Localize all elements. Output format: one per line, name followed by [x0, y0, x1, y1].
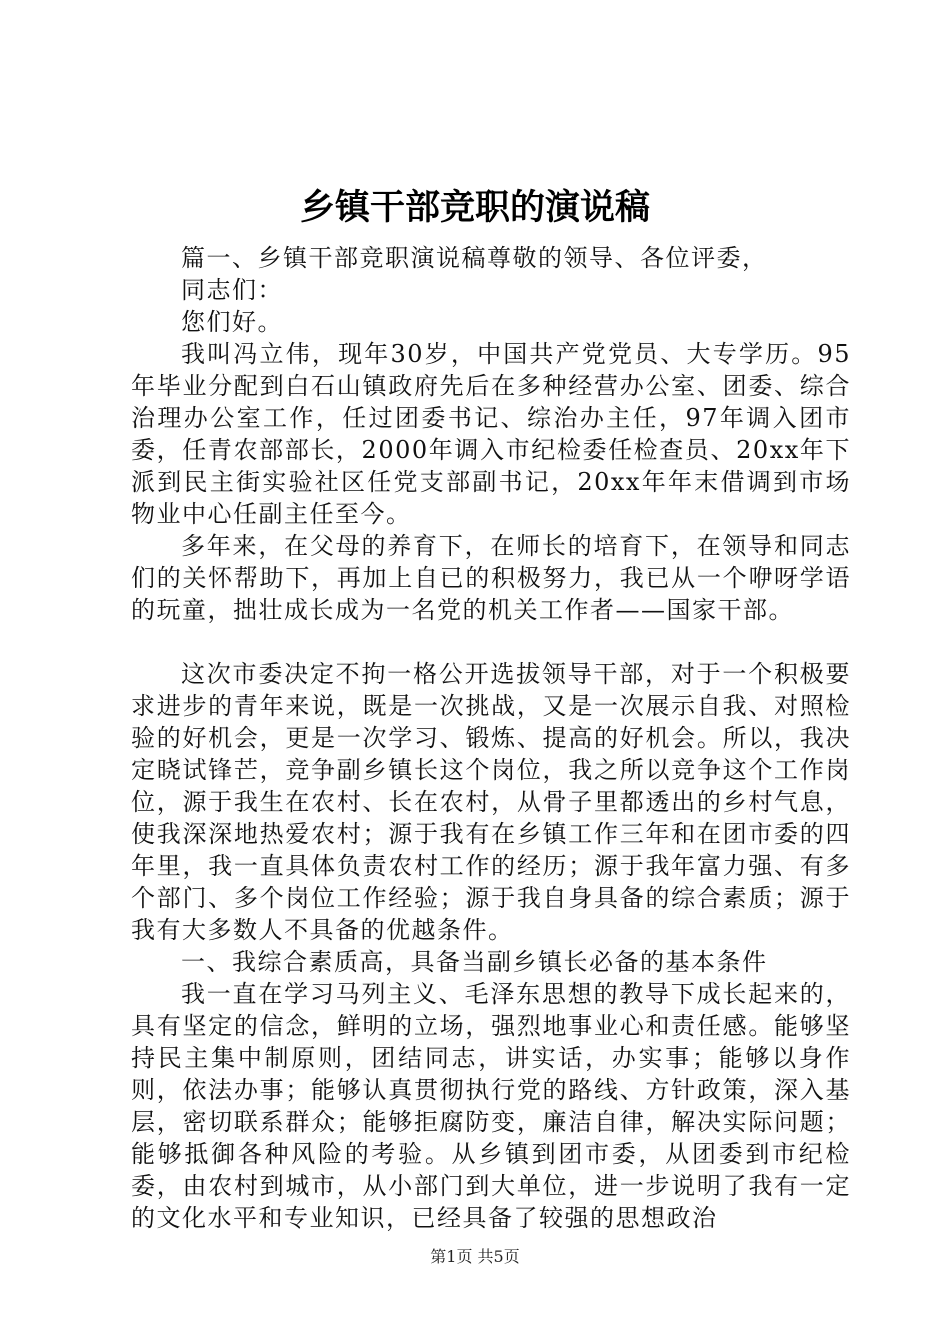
document-body	[131, 210, 851, 1234]
paragraph-greeting: 篇一、乡镇干部竞职演说稿尊敬的领导、各位评委，	[181, 244, 768, 272]
paragraph-salutation: 同志们：	[181, 276, 283, 304]
page-number: 第1页 共5页	[430, 1247, 520, 1266]
paragraph-intro: 我叫冯立伟，现年30岁，中国共产党党员、大专学历。95年毕业分配到白石山镇政府先后在多种经营办公室、团委、综合治理办公室工作，任过团委书记、综治办主任，97年调入团市委，任青农部部长，2000年调入市纪检委任检查员、20xx年下派到民主街实验社区任党支部副书记，20xx年年末借调到市场物业中心任副主任至今。	[131, 340, 851, 528]
paragraph-qualities: 我一直在学习马列主义、毛泽东思想的教导下成长起来的，具有坚定的信念，鲜明的立场，强烈地事业心和责任感。能够坚持民主集中制原则，团结同志，讲实话，办实事；能够以身作则，依法办事；能够认真贯彻执行党的路线、方针政策，深入基层，密切联系群众；能够拒腐防变，廉洁自律，解决实际问题；能够抵御各种风险的考验。从乡镇到团市委，从团委到市纪检委，由农村到城市，从小部门到大单位，进一步说明了我有一定的文化水平和专业知识，已经具备了较强的思想政治	[131, 980, 851, 1232]
document-title: 乡镇干部竞职的演说稿	[299, 187, 650, 228]
paragraph-growth: 多年来，在父母的养育下，在师长的培育下，在领导和同志们的关怀帮助下，再加上自已的积极努力，我已从一个咿呀学语的玩童，拙壮成长成为一名党的机关工作者——国家干部。	[131, 532, 851, 624]
paragraph-hello: 您们好。	[181, 308, 283, 336]
paragraph-motivation: 这次市委决定不拘一格公开选拔领导干部，对于一个积极要求进步的青年来说，既是一次挑战，又是一次展示自我、对照检验的好机会，更是一次学习、锻炼、提高的好机会。所以，我决定晓试锋芒，竞争副乡镇长这个岗位，我之所以竞争这个工作岗位，源于我生在农村、长在农村，从骨子里都透出的乡村气息，使我深深地热爱农村；源于我有在乡镇工作三年和在团市委的四年里，我一直具体负责农村工作的经历；源于我年富力强、有多个部门、多个岗位工作经验；源于我自身具备的综合素质；源于我有大多数人不具备的优越条件。	[131, 660, 851, 944]
section-heading-1: 一、我综合素质高，具备当副乡镇长必备的基本条件	[181, 948, 768, 976]
